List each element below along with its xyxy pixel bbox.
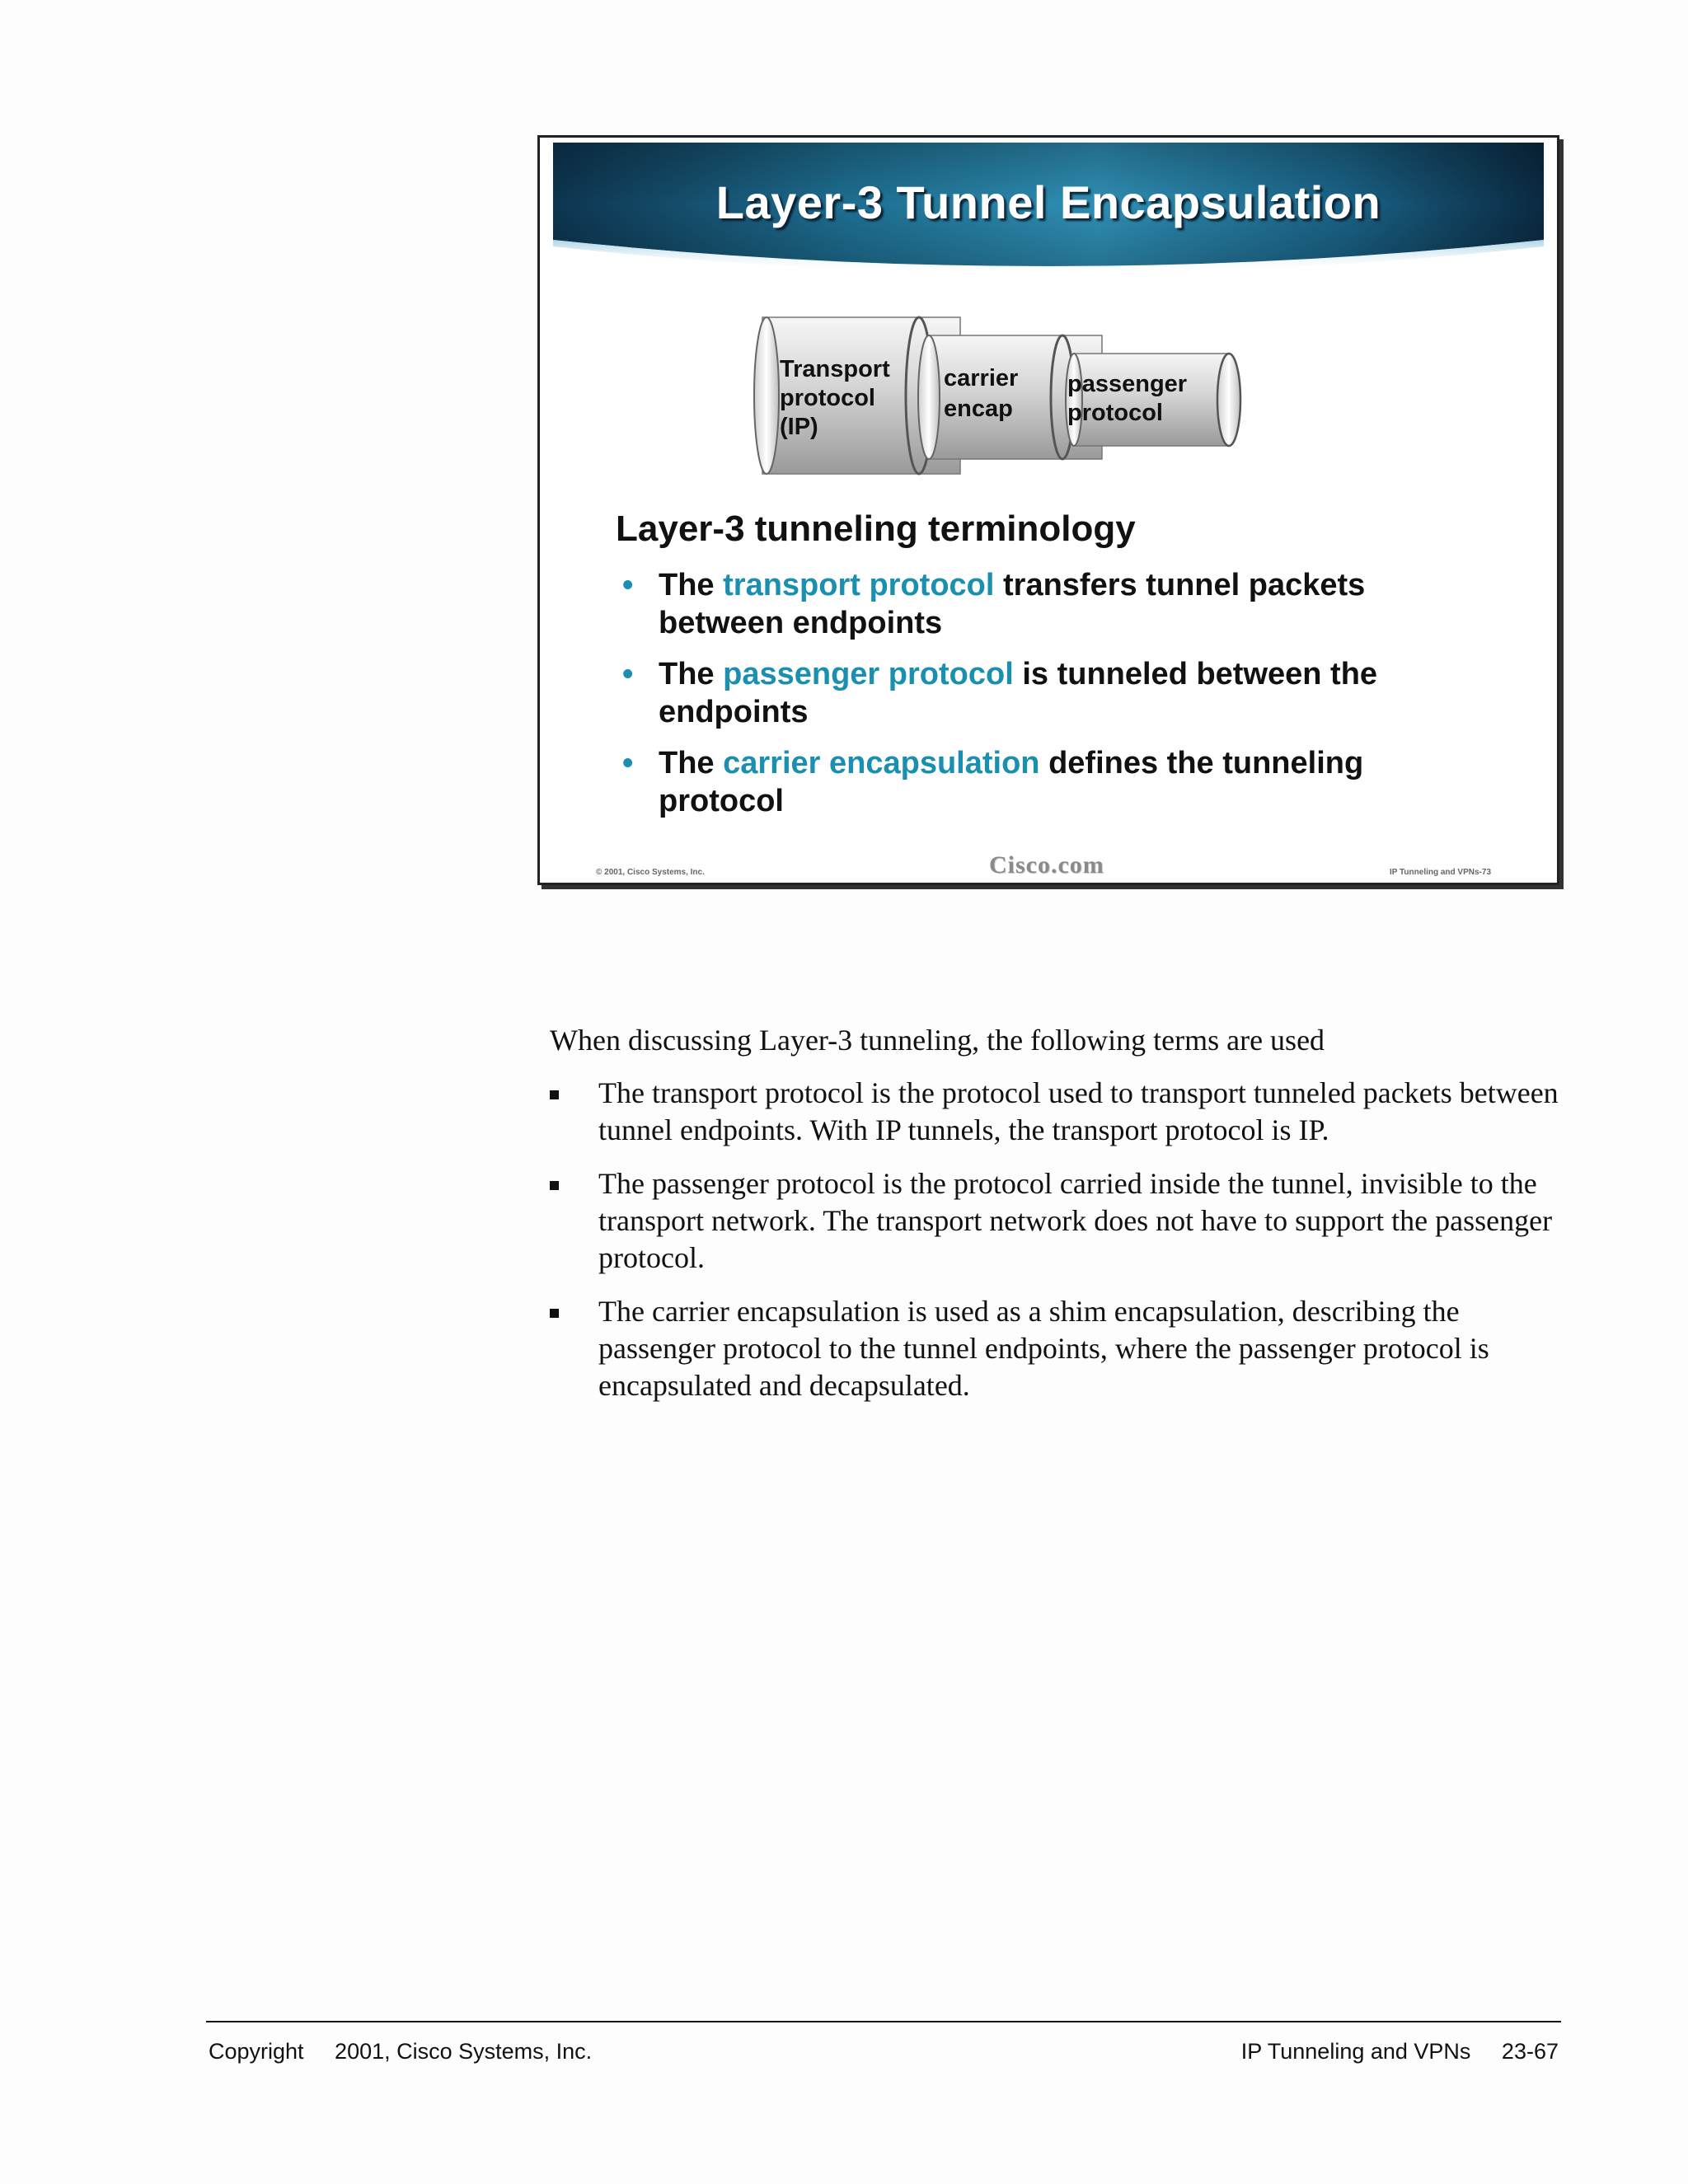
passenger-pipe-label: passenger protocol bbox=[1067, 371, 1188, 426]
slide-bullet: • The passenger protocol is tunneled between the endpoints bbox=[622, 657, 1378, 729]
bullet-dot-icon: • bbox=[622, 746, 634, 780]
slide bbox=[537, 135, 1559, 885]
page-number: IP Tunneling and VPNs 23-67 bbox=[1240, 2039, 1559, 2064]
highlight-term: transport protocol bbox=[723, 568, 995, 602]
highlight-term: passenger protocol bbox=[723, 657, 1014, 691]
slide-bullet-list bbox=[622, 566, 1479, 833]
highlight-term: carrier encapsulation bbox=[723, 746, 1040, 780]
slide-title: Layer-3 Tunnel Encapsulation bbox=[715, 176, 1381, 228]
footer-divider bbox=[206, 2021, 1561, 2022]
terms-list bbox=[550, 1075, 1564, 1421]
list-item: The transport protocol is the protocol used to transport tunneled packets between tunnel endpoints. With IP tunnels, the transport protocol is IP. bbox=[550, 1075, 1564, 1149]
slide-number: IP Tunneling and VPNs-73 bbox=[1390, 868, 1491, 877]
page-copyright: Copyright 2001, Cisco Systems, Inc. bbox=[209, 2039, 593, 2064]
square-bullet-icon bbox=[550, 1309, 559, 1318]
square-bullet-icon bbox=[550, 1181, 559, 1190]
carrier-pipe-label: carrier encap bbox=[944, 365, 1019, 422]
bullet-dot-icon: • bbox=[622, 568, 634, 602]
cisco-logo: Cisco.com bbox=[989, 851, 1104, 879]
slide-heading: Layer-3 tunneling terminology bbox=[616, 509, 1136, 549]
list-item: The carrier encapsulation is used as a shim encapsulation, describing the passenger protocol to the tunnel endpoints, where the passenger protocol is encapsulated and decapsulated. bbox=[550, 1293, 1564, 1404]
tunnel-pipes-diagram bbox=[540, 138, 1559, 632]
list-item: The passenger protocol is the protocol carried inside the tunnel, invisible to the transport network. The transport network does not have to support the passenger protocol. bbox=[550, 1165, 1564, 1277]
intro-paragraph: When discussing Layer-3 tunneling, the following terms are used bbox=[550, 1024, 1325, 1057]
slide-copyright: © 2001, Cisco Systems, Inc. bbox=[596, 868, 705, 877]
slide-bullet: • The carrier encapsulation defines the tunneling protocol bbox=[622, 746, 1364, 818]
bullet-dot-icon: • bbox=[622, 657, 634, 691]
square-bullet-icon bbox=[550, 1090, 559, 1099]
transport-pipe-label: Transport protocol (IP) bbox=[780, 356, 890, 440]
slide-bullet: • The transport protocol transfers tunnel packets between endpoints bbox=[622, 568, 1366, 640]
